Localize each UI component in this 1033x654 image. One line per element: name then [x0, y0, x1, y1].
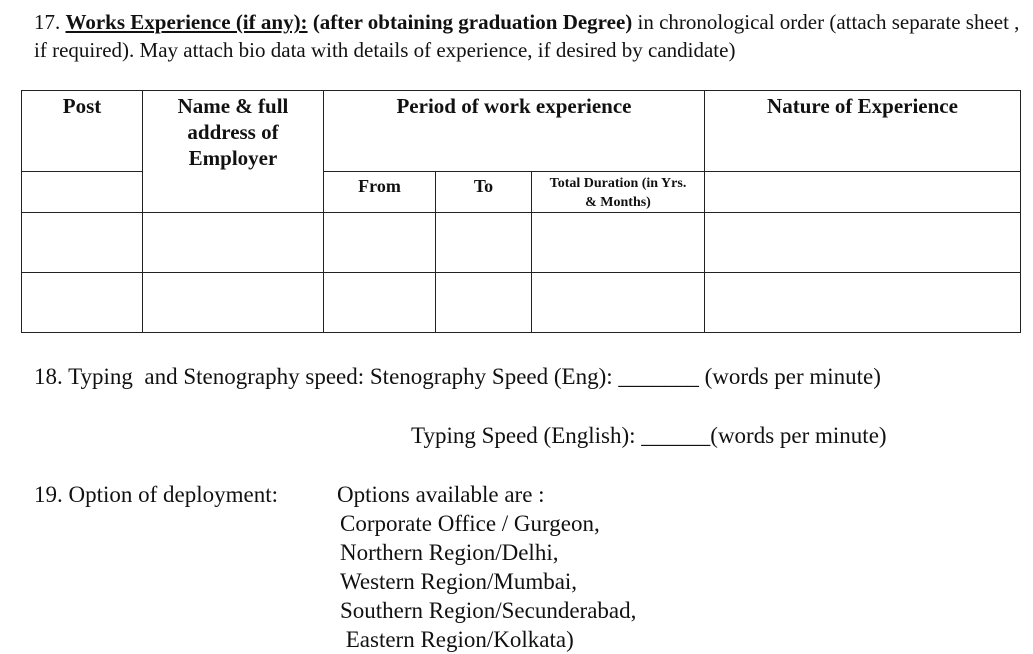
- table-row: [22, 273, 1021, 333]
- table-header-row: [22, 91, 1021, 172]
- cell-duration[interactable]: [532, 273, 705, 333]
- option-corporate-office: Corporate Office / Gurgeon,: [340, 511, 600, 536]
- cell-nature[interactable]: [705, 273, 1021, 333]
- header-nature: Nature of Experience: [705, 91, 1021, 172]
- cell-from[interactable]: [324, 213, 436, 273]
- section-17-bold-note: (after obtaining graduation Degree): [312, 10, 633, 34]
- subheader-to: To: [436, 172, 532, 213]
- cell-employer[interactable]: [143, 213, 324, 273]
- cell-from[interactable]: [324, 273, 436, 333]
- cell-post[interactable]: [22, 273, 143, 333]
- subheader-duration: Total Duration (in Yrs. & Months): [532, 172, 705, 213]
- option-eastern-region: Eastern Region/Kolkata): [340, 627, 574, 652]
- cell-employer[interactable]: [143, 273, 324, 333]
- cell-to[interactable]: [436, 273, 532, 333]
- option-southern-region: Southern Region/Secunderabad,: [340, 598, 637, 623]
- header-post: Post: [22, 91, 143, 172]
- table-row: [22, 213, 1021, 273]
- section-18-stenography-speed: 18. Typing and Stenography speed: Stenography Speed (Eng): _______ (words per minute): [34, 364, 881, 389]
- subheader-nature-empty[interactable]: [705, 172, 1021, 213]
- section-19-label: 19. Option of deployment:: [34, 482, 279, 507]
- section-17-instructions: in chronological order (attach separate sheet , if required). May attach bio data with details of experience, if desired by candidate): [34, 10, 1020, 62]
- section-17-number: 17.: [34, 10, 61, 34]
- cell-nature[interactable]: [705, 213, 1021, 273]
- subheader-post-empty[interactable]: [22, 172, 143, 213]
- section-17-heading: Works Experience (if any):: [65, 10, 308, 34]
- header-employer: Name & full address of Employer: [143, 91, 324, 213]
- typing-speed-line: Typing Speed (English): ______(words per minute): [411, 423, 887, 448]
- work-experience-table: [21, 90, 1021, 333]
- cell-post[interactable]: [22, 213, 143, 273]
- subheader-from: From: [324, 172, 436, 213]
- section-17-text: [34, 8, 1024, 64]
- option-western-region: Western Region/Mumbai,: [340, 569, 578, 594]
- option-northern-region: Northern Region/Delhi,: [340, 540, 559, 565]
- cell-to[interactable]: [436, 213, 532, 273]
- options-title: Options available are :: [337, 482, 545, 507]
- cell-duration[interactable]: [532, 213, 705, 273]
- header-period: Period of work experience: [324, 91, 705, 172]
